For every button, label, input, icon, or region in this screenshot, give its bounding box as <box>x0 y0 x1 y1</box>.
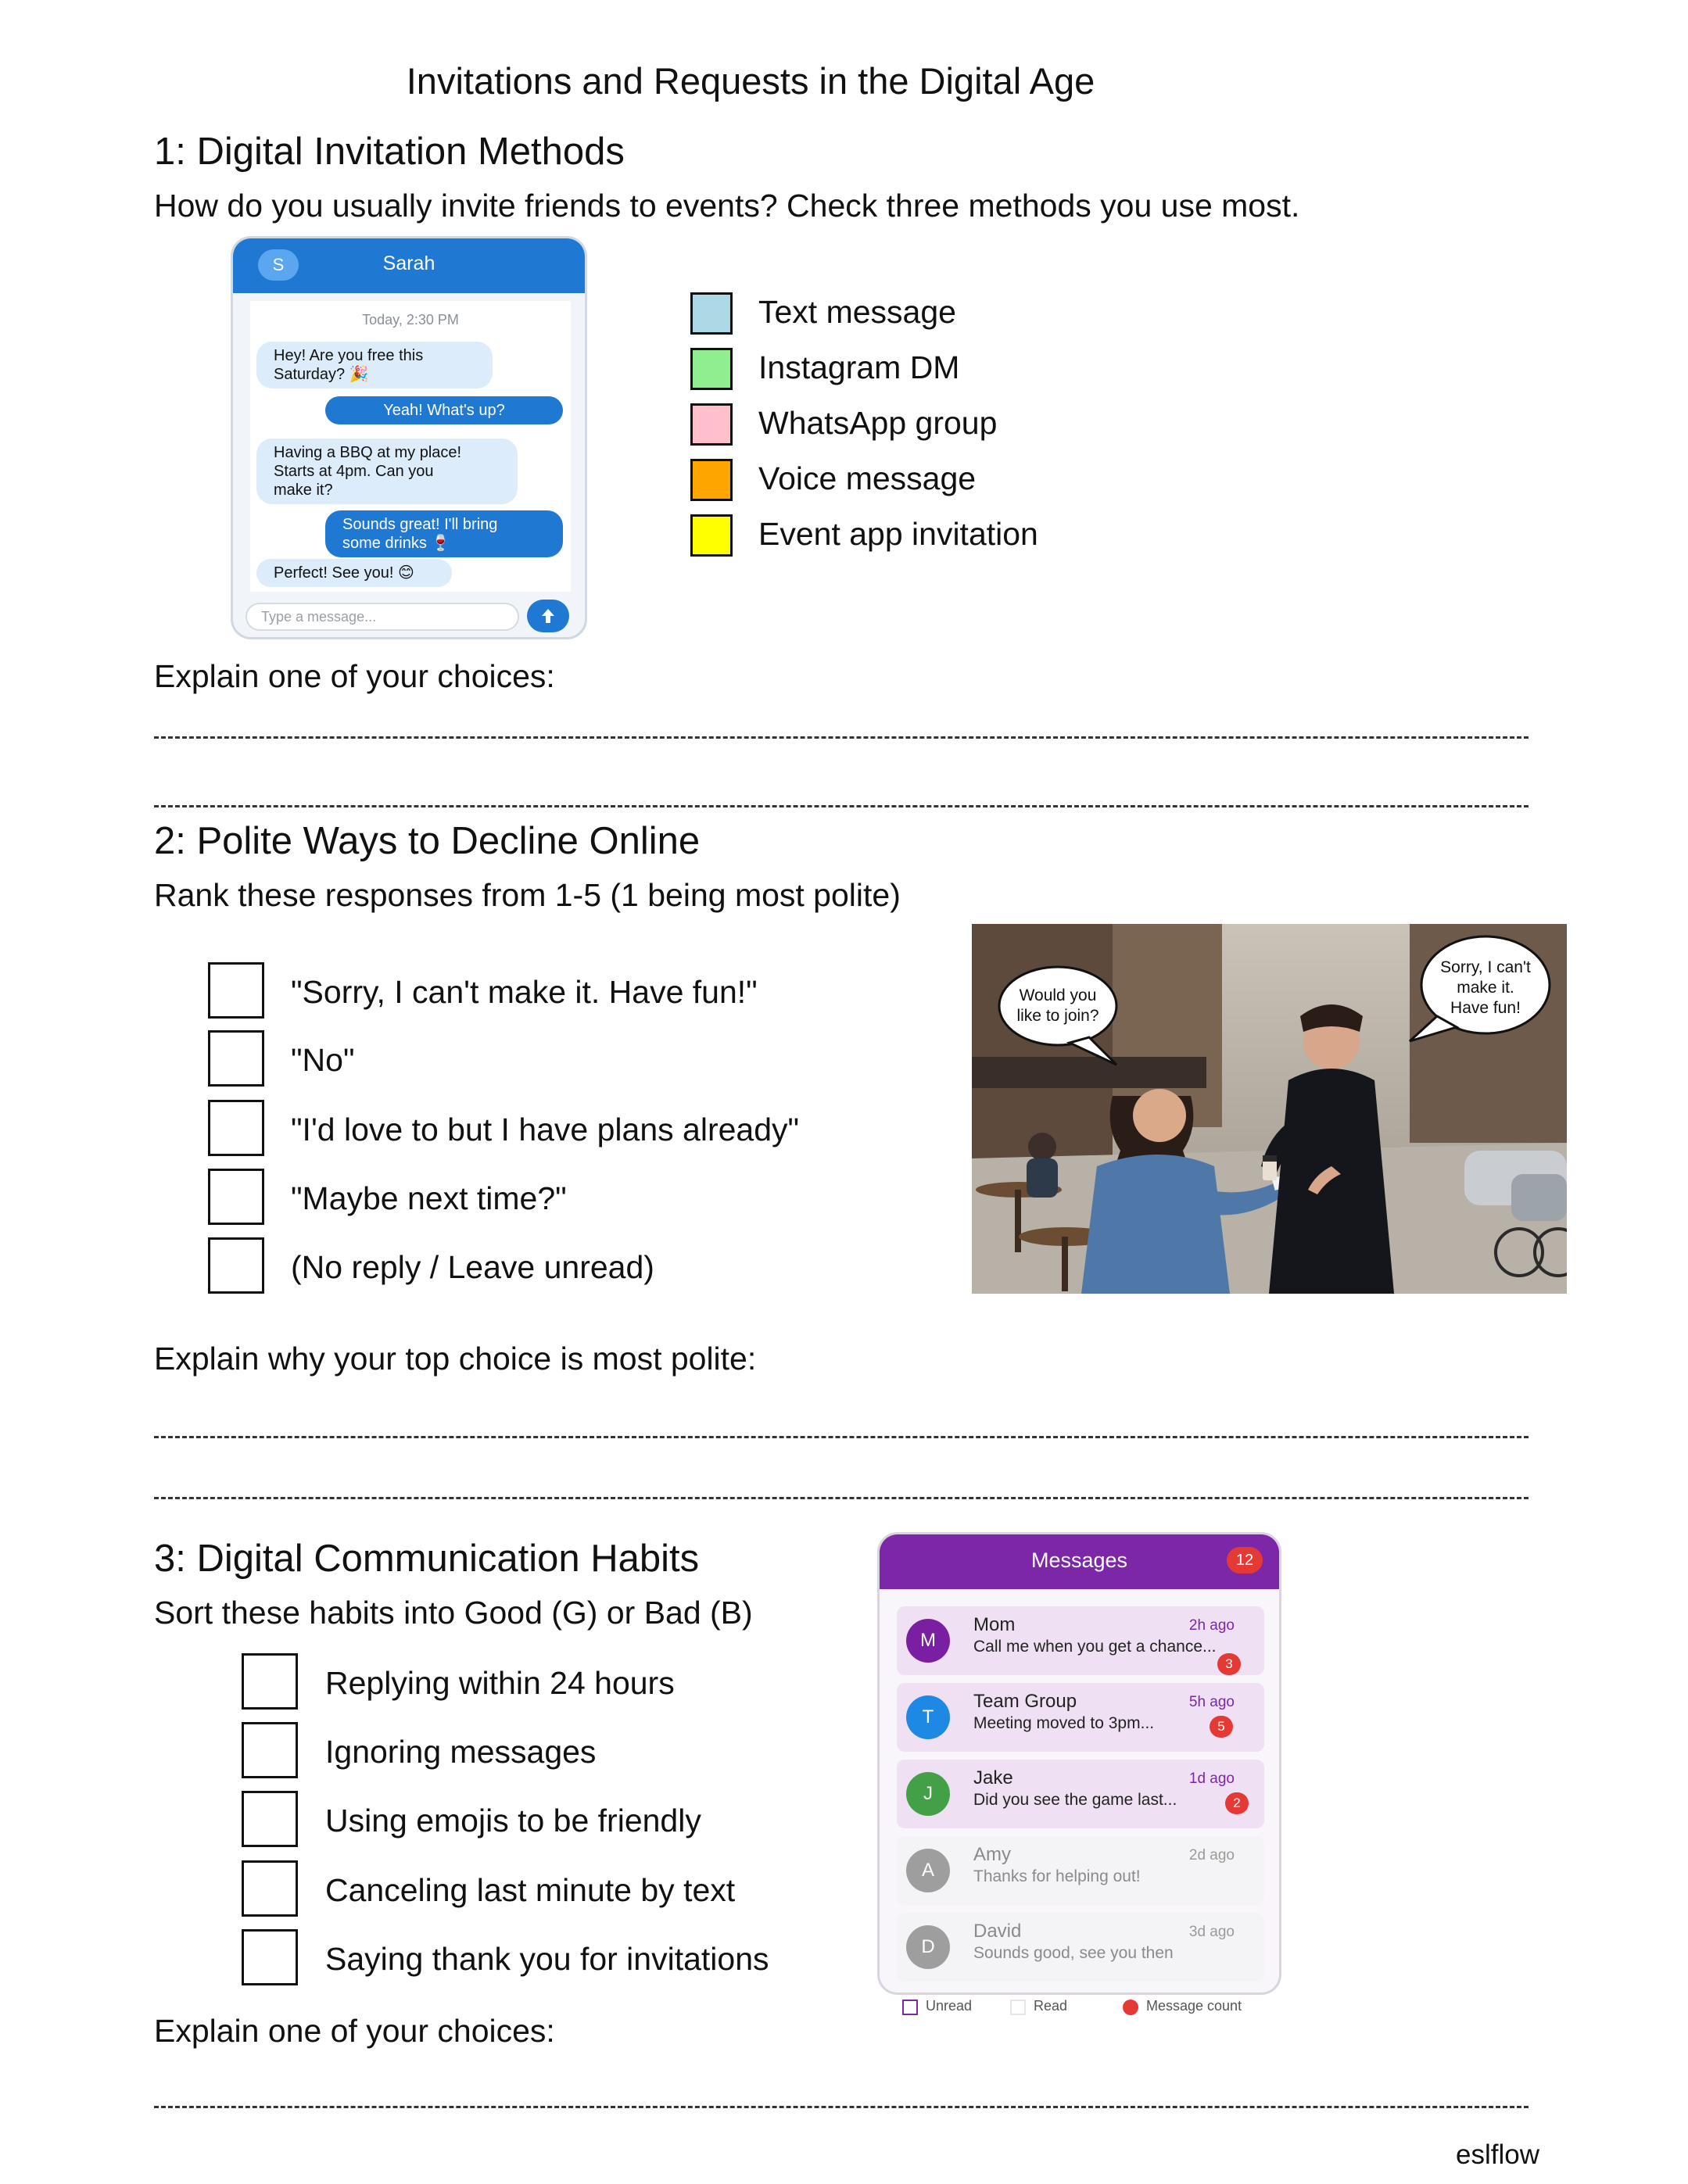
conversation-time: 3d ago <box>1188 1924 1235 1940</box>
chat-timestamp: Today, 2:30 PM <box>362 312 459 328</box>
unread-count-badge: 5 <box>1210 1716 1233 1738</box>
method-label: Instagram DM <box>758 349 960 385</box>
unread-count-badge: 3 <box>1217 1653 1241 1675</box>
message-line: Starts at 4pm. Can you <box>274 463 434 480</box>
rank-box-3[interactable] <box>208 1100 264 1156</box>
rank-box-5[interactable] <box>208 1237 264 1294</box>
conversation-row <box>897 1683 1264 1752</box>
avatar: D <box>906 1925 950 1969</box>
speech-bubble-text: Sorry, I can't <box>1440 958 1531 976</box>
message-line: Hey! Are you free this <box>274 347 424 364</box>
contact-avatar: S <box>258 249 299 281</box>
method-label: Event app invitation <box>758 516 1038 552</box>
method-label: Voice message <box>758 460 977 496</box>
message-input: Type a message... <box>245 603 519 631</box>
habit-label: Ignoring messages <box>325 1734 597 1770</box>
avatar: M <box>906 1619 950 1663</box>
conversation-row <box>897 1606 1264 1675</box>
section3-instruction: Sort these habits into Good (G) or Bad (B) <box>154 1595 753 1631</box>
response-label: "No" <box>291 1042 355 1078</box>
section2-explain-prompt: Explain why your top choice is most polite: <box>154 1341 757 1377</box>
response-label: (No reply / Leave unread) <box>291 1249 654 1285</box>
legend-read-swatch <box>1010 2000 1026 2015</box>
conversation-preview: Thanks for helping out! <box>973 1867 1141 1885</box>
habit-box-1[interactable] <box>242 1653 298 1710</box>
conversation-preview: Sounds good, see you then <box>973 1944 1174 1962</box>
legend-read-label: Read <box>1034 1998 1068 2014</box>
messages-app-screenshot <box>877 1532 1281 1995</box>
conversation-name: Jake <box>973 1767 1013 1788</box>
message-line: some drinks 🍷 <box>342 535 451 552</box>
habit-box-2[interactable] <box>242 1722 298 1778</box>
habit-box-4[interactable] <box>242 1860 298 1917</box>
page-title: Invitations and Requests in the Digital Age <box>406 60 1095 102</box>
conversation-time: 1d ago <box>1188 1770 1235 1787</box>
answer-line[interactable] <box>154 1436 1529 1438</box>
conversation-name: Team Group <box>973 1691 1077 1712</box>
conversation-preview: Did you see the game last... <box>973 1791 1177 1809</box>
section1-instruction: How do you usually invite friends to events? Check three methods you use most. <box>154 188 1300 224</box>
message-line: Sounds great! I'll bring <box>342 516 498 533</box>
answer-line[interactable] <box>154 2106 1529 2108</box>
footer-brand: eslflow <box>1456 2139 1539 2170</box>
conversation-preview: Meeting moved to 3pm... <box>973 1714 1155 1732</box>
method-checkbox-event-app[interactable] <box>690 514 733 557</box>
conversation-name: David <box>973 1921 1022 1942</box>
legend-count-label: Message count <box>1146 1998 1242 2014</box>
section2-heading: 2: Polite Ways to Decline Online <box>154 820 701 862</box>
habit-box-3[interactable] <box>242 1791 298 1847</box>
conversation-time: 5h ago <box>1188 1694 1235 1710</box>
response-label: "Maybe next time?" <box>291 1180 567 1216</box>
speech-bubble-text: like to join? <box>1016 1007 1099 1025</box>
section2-instruction: Rank these responses from 1-5 (1 being most polite) <box>154 877 901 913</box>
conversation-row <box>897 1760 1264 1828</box>
habit-label: Canceling last minute by text <box>325 1872 736 1908</box>
messages-header <box>880 1534 1279 1589</box>
rank-box-1[interactable] <box>208 962 264 1019</box>
legend-unread-label: Unread <box>926 1998 973 2014</box>
avatar: A <box>906 1849 950 1892</box>
chat-screenshot <box>231 236 587 639</box>
method-label: WhatsApp group <box>758 405 998 441</box>
avatar: J <box>906 1772 950 1816</box>
speech-bubble-text: Have fun! <box>1450 999 1521 1017</box>
message-bubble-incoming <box>256 439 518 504</box>
answer-line[interactable] <box>154 1497 1529 1499</box>
street-scene-illustration <box>972 924 1567 1294</box>
method-checkbox-instagram-dm[interactable] <box>690 348 733 390</box>
messages-title: Messages <box>1030 1548 1128 1572</box>
message-bubble-outgoing <box>325 510 563 557</box>
rank-box-4[interactable] <box>208 1169 264 1225</box>
conversation-name: Amy <box>973 1844 1011 1865</box>
message-line: Saturday? 🎉 <box>274 366 369 383</box>
method-checkbox-text-message[interactable] <box>690 292 733 335</box>
speech-bubble-text: Would you <box>1019 986 1097 1004</box>
method-checkbox-voice-message[interactable] <box>690 459 733 501</box>
avatar: T <box>906 1695 950 1739</box>
response-label: "I'd love to but I have plans already" <box>291 1112 800 1147</box>
section1-heading: 1: Digital Invitation Methods <box>154 131 625 173</box>
speech-bubble-text: make it. <box>1457 979 1514 997</box>
method-label: Text message <box>758 294 956 330</box>
response-label: "Sorry, I can't make it. Have fun!" <box>291 974 758 1010</box>
unread-count-badge: 2 <box>1225 1792 1249 1814</box>
total-unread-badge: 12 <box>1227 1547 1263 1574</box>
habit-label: Replying within 24 hours <box>325 1665 675 1701</box>
section3-heading: 3: Digital Communication Habits <box>154 1538 700 1580</box>
message-bubble-incoming <box>256 559 452 587</box>
message-bubble-incoming <box>256 342 493 388</box>
message-bubble-outgoing <box>325 396 563 424</box>
chat-body <box>250 301 571 592</box>
conversation-row <box>897 1836 1264 1905</box>
chat-header <box>233 238 585 293</box>
answer-line[interactable] <box>154 736 1529 739</box>
contact-name: Sarah <box>382 252 435 274</box>
habit-label: Using emojis to be friendly <box>325 1803 701 1838</box>
habit-box-5[interactable] <box>242 1929 298 1985</box>
habit-label: Saying thank you for invitations <box>325 1941 769 1977</box>
answer-line[interactable] <box>154 805 1529 807</box>
conversation-name: Mom <box>973 1614 1016 1635</box>
conversation-time: 2h ago <box>1188 1617 1235 1634</box>
message-line: Perfect! See you! 😊 <box>274 564 414 582</box>
conversation-time: 2d ago <box>1188 1847 1235 1864</box>
conversation-preview: Call me when you get a chance... <box>973 1638 1217 1656</box>
legend-count-swatch <box>1123 2000 1138 2015</box>
message-line: Having a BBQ at my place! <box>274 444 462 461</box>
legend-unread-swatch <box>902 2000 918 2015</box>
message-line: Yeah! What's up? <box>383 402 505 419</box>
method-checkbox-whatsapp-group[interactable] <box>690 403 733 446</box>
street-photo <box>972 924 1567 1294</box>
message-line: make it? <box>274 482 333 499</box>
rank-box-2[interactable] <box>208 1030 264 1087</box>
send-button <box>527 600 569 632</box>
section3-explain-prompt: Explain one of your choices: <box>154 2013 555 2049</box>
conversation-row <box>897 1913 1264 1982</box>
section1-explain-prompt: Explain one of your choices: <box>154 658 555 694</box>
